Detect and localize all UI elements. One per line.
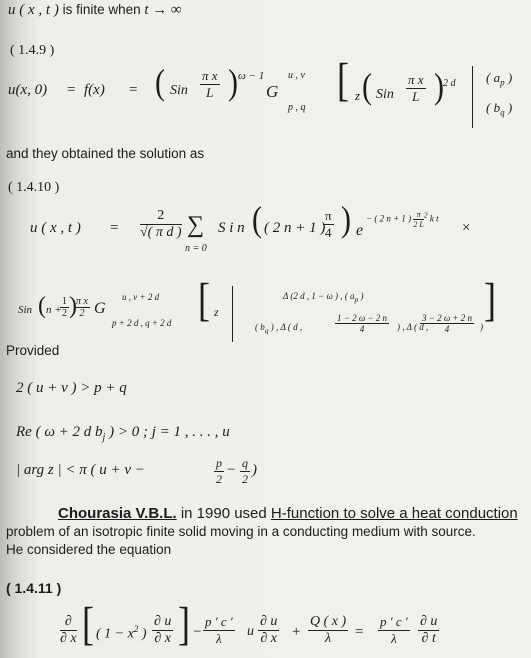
- eq1411-du-dx: $\frac{\partial u}{\partial x}$: [154, 614, 172, 646]
- eq1410b-pix-frac: $\frac{\text{π x}}{2}$: [76, 296, 88, 319]
- cond3-frac-q: $\frac{q}{2}$: [242, 456, 248, 486]
- cond3-end: ): [252, 462, 257, 478]
- eq149-lparen2: (: [362, 66, 372, 107]
- eq1410-lparen: (: [252, 199, 262, 240]
- cond3-frac-p: $\frac{p}{2}$: [216, 456, 222, 486]
- eq149-frac2: [406, 72, 426, 105]
- eq1410b-end: ): [480, 322, 483, 332]
- eq1410b-frac2: $\frac{3 - 2 \omega + 2 n}{4}$: [422, 313, 473, 334]
- eq1410b-mid: ) , Δ ( d ,: [397, 322, 429, 332]
- solution-text: and they obtained the solution as: [6, 146, 205, 161]
- eq1410-pi-frac: [323, 208, 334, 241]
- author-name: Chourasia V.B.L.: [58, 505, 177, 522]
- condition-2: Re ( ω + 2 d $b_j$ ) > 0 ; j = 1 , . . . , u: [16, 424, 230, 443]
- eq149-equals: =: [67, 82, 76, 98]
- eq1410-four: 4: [325, 225, 332, 240]
- eq1410-frac-den: √( π d ): [140, 225, 182, 240]
- eq1411-du-dx2: $\frac{\partial u}{\partial x}$: [260, 614, 278, 646]
- eq1411-du-dt: $\frac{\partial u}{\partial t}$: [420, 614, 438, 646]
- u-xt: u ( x , t ): [8, 2, 59, 18]
- eq1410-equals: =: [110, 220, 119, 236]
- eq1410b-n: n +: [46, 304, 62, 316]
- eq1411-lbracket: [: [82, 598, 94, 650]
- eq149-exponent2: 2 d: [443, 78, 456, 89]
- sum-symbol: ∑: [187, 212, 205, 238]
- eq1411-equals: =: [355, 624, 364, 640]
- eq-label-1-4-9: ( 1.4.9 ): [10, 43, 55, 58]
- eq1410b-frac1: $\frac{1 - 2 \omega - 2 n}{4}$: [337, 313, 388, 334]
- eq149-fx: f(x): [84, 82, 105, 98]
- eq149-lbracket: [: [337, 54, 349, 106]
- eq149-frac-den: L: [206, 85, 214, 100]
- eq149-frac: [200, 68, 220, 101]
- eq149-z: z: [355, 88, 361, 103]
- finite-text: is finite when: [58, 2, 145, 17]
- para-line-3: He considered the equation: [6, 542, 172, 557]
- condition-1: 2 ( u + v ) > p + q: [16, 380, 127, 396]
- eq149-ap: ( $a_p$ ): [486, 70, 513, 88]
- provided-text: Provided: [6, 343, 60, 358]
- eq1410b-rparen: ): [69, 293, 77, 319]
- eq149-g-bot: p , q: [288, 102, 306, 113]
- eq1410-sin: S i n: [218, 220, 245, 236]
- eq1410-e: e: [356, 222, 364, 239]
- eq1411-minus: −: [193, 624, 202, 640]
- eq-label-1-4-10: ( 1.4.10 ): [8, 180, 60, 195]
- eq1410b-top-row: Δ (2 d , 1 − ω ) , ( $a_p$ ): [283, 291, 364, 304]
- eq1410b-g-bot: p + 2 d , q + 2 d: [112, 318, 172, 328]
- eq149-equals2: =: [129, 82, 138, 98]
- eq149-g-top: u , v: [288, 70, 305, 81]
- eq1410b-sin: Sin: [18, 304, 33, 316]
- eq1410b-z: z: [214, 305, 219, 319]
- eq1410b-G: G: [94, 300, 106, 317]
- eq1410b-rbracket: ]: [484, 274, 496, 326]
- eq1411-rbracket: ]: [178, 598, 190, 650]
- eq1410b-lparen: (: [38, 293, 46, 319]
- eq1410b-half: $\frac{1}{2}$: [62, 296, 67, 319]
- eq149-lhs: u(x, 0): [8, 82, 48, 98]
- eq1411-pc-lam: $\frac{p ' c '}{\lambda}$: [205, 614, 233, 646]
- eq1410-pi: π: [325, 208, 332, 223]
- eq1410-frac-num: 2: [140, 208, 182, 225]
- eq1411-pc-lam2: $\frac{p ' c '}{\lambda}$: [380, 614, 408, 646]
- eq1410b-bottom-row: ( $b_q$ ) , Δ ( d ,: [255, 322, 303, 335]
- sum-lower: n = 0: [185, 243, 207, 254]
- para-line-2: problem of an isotropic finite solid moving in a conducting medium with source.: [6, 524, 476, 539]
- eq149-rparen2: ): [434, 66, 444, 107]
- h-function-text: H-function to solve a heat conduction: [270, 505, 518, 522]
- eq149-exponent: ω − 1: [238, 70, 265, 82]
- eq149-frac2-den: L: [412, 89, 420, 104]
- eq149-frac2-num: π x: [408, 72, 424, 87]
- eq149-rparen: ): [228, 62, 238, 103]
- eq149-frac-num: π x: [202, 68, 218, 83]
- finite-condition-line: [8, 2, 182, 19]
- eq1410b-lbracket: [: [198, 274, 210, 326]
- eq1411-d-dx: ∂ ∂ x: [60, 614, 77, 646]
- eq1410-e-exponent: − ( 2 n + 1 ) $\frac{\pi}{2 L}$ $^2$ k t: [366, 210, 439, 229]
- eq149-bq: ( $b_q$ ): [486, 100, 513, 118]
- eq1410b-g-top: u , v + 2 d: [122, 292, 160, 302]
- condition-3: | arg z | < π ( u + v −: [16, 462, 145, 478]
- eq1410b-vbar: [232, 286, 233, 342]
- para-line-1: Chourasia V.B.L. in 1990 used H-function to solve a heat conduction: [58, 505, 518, 522]
- eq149-sin2: Sin: [376, 87, 394, 102]
- eq1411-u: u: [247, 624, 254, 639]
- eq1410-lhs: u ( x , t ): [30, 220, 81, 236]
- eq149-G: G: [266, 82, 279, 101]
- eq1410-frac: [140, 208, 182, 241]
- eq149-lparen: (: [155, 62, 165, 103]
- eq1411-Q-lam: $\frac{Q ( x )}{\lambda}$: [310, 614, 347, 646]
- cond3-minus: −: [226, 462, 237, 478]
- eq-label-1-4-11: ( 1.4.11 ): [6, 580, 62, 596]
- eq1411-inner: ( $1 - x^2$ ): [96, 624, 147, 642]
- eq1411-plus: +: [292, 624, 301, 640]
- eq149-vbar: [472, 66, 473, 128]
- t-infinity: t → ∞: [144, 2, 182, 18]
- eq1410-arg: ( 2 n + 1 ): [264, 220, 326, 236]
- times-symbol: ×: [462, 220, 471, 236]
- eq149-sin: Sin: [170, 83, 188, 98]
- eq1410-rparen: ): [341, 199, 351, 240]
